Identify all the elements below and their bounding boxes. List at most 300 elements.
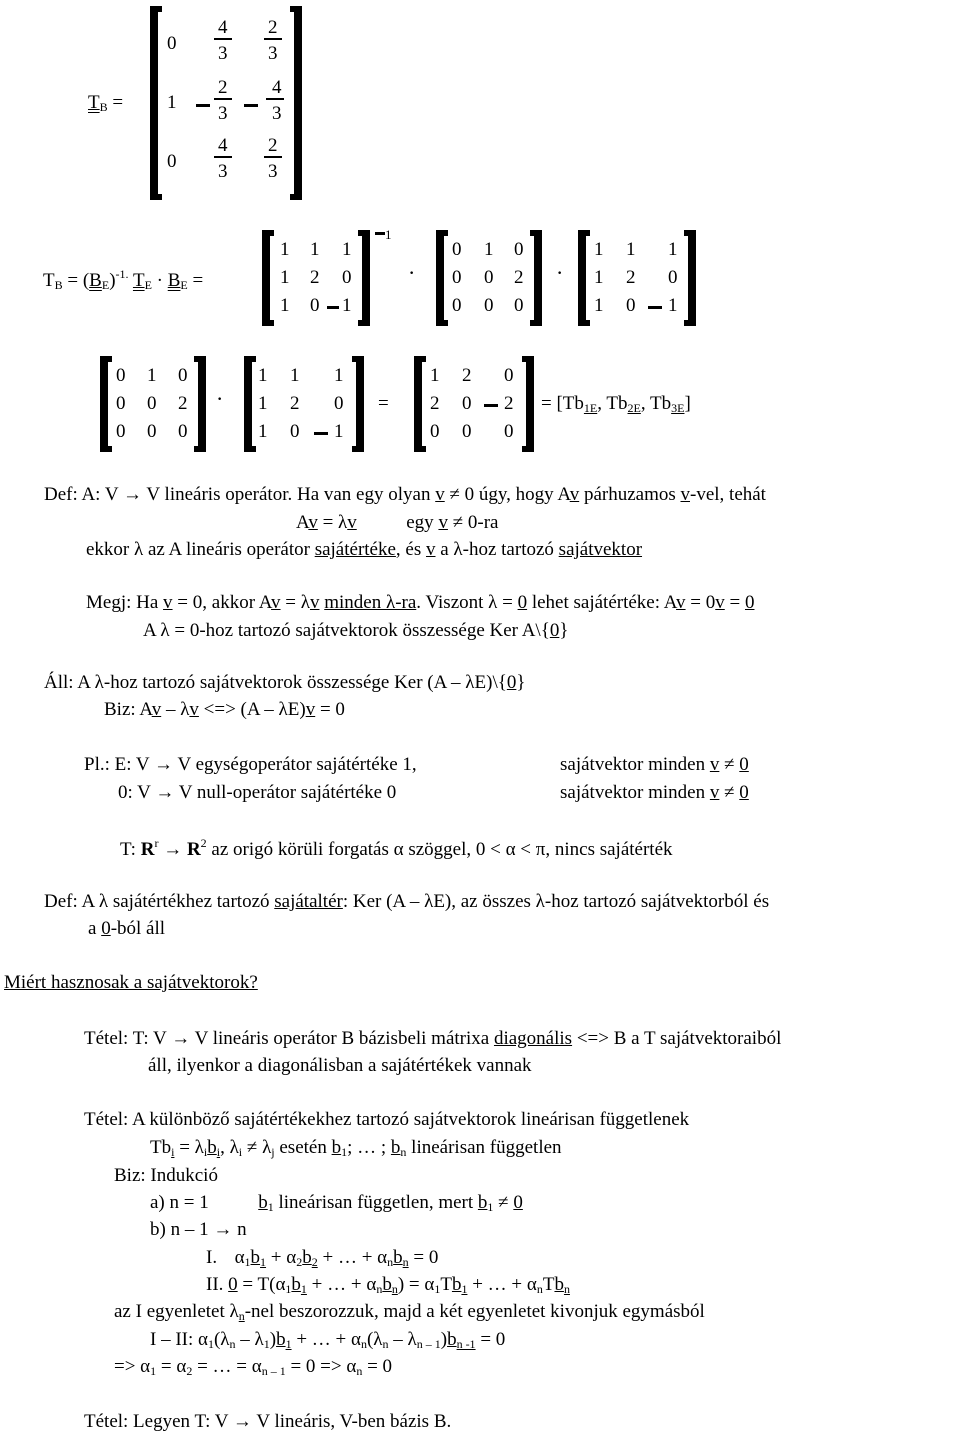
arrow-icon: → xyxy=(155,782,175,803)
b-vec: b xyxy=(382,1274,392,1295)
sub-1: 1 xyxy=(244,1255,251,1269)
tb-e: ≠ λ xyxy=(246,1137,272,1158)
tetel1-diagonalis: diagonális xyxy=(493,1028,573,1049)
case-b xyxy=(150,1220,247,1239)
tb-r3-den3: 3 xyxy=(268,161,278,182)
sub-1: 1 xyxy=(285,1337,292,1351)
sub-n: n xyxy=(563,1282,570,1296)
arrow-icon: → xyxy=(213,1219,233,1240)
l3-m2-r2c1: 1 xyxy=(258,393,268,414)
def2-l2a: a xyxy=(88,918,97,939)
l3-m3-r2-minus xyxy=(484,404,498,407)
def1-l3c: , és xyxy=(395,539,422,560)
sub-2: 2 xyxy=(311,1255,318,1269)
def1-line3 xyxy=(86,540,642,559)
l3-m2-bl xyxy=(244,356,256,452)
diff-b: (λ xyxy=(213,1329,230,1350)
l2-m3-r1c3: 1 xyxy=(668,239,678,260)
all-line xyxy=(44,673,525,692)
l2-m2-r3c1: 0 xyxy=(452,295,462,316)
l3-m3-br xyxy=(522,356,534,452)
arrow-icon: → xyxy=(123,484,142,505)
plus-dots: + … + xyxy=(472,1274,523,1295)
def1-l2c: egy xyxy=(406,512,434,533)
diff-b2: (λ xyxy=(366,1329,383,1350)
v-vec: v xyxy=(709,782,720,803)
def1-l2a: A xyxy=(296,512,309,533)
t-b: az origó körüli forgatás α szöggel, 0 < α < π, nincs sajátérték xyxy=(211,839,673,860)
l2-lhs: T xyxy=(43,270,55,291)
l3-m3-r3c2: 0 xyxy=(462,421,472,442)
sub-1: 1 xyxy=(341,1145,348,1159)
megj-f: lehet sajátértéke: A xyxy=(531,592,677,613)
tb-label-t: T xyxy=(88,92,100,113)
pl2-b: V null-operátor sajátértéke 0 xyxy=(178,782,397,803)
tb-formula xyxy=(43,268,203,291)
l2-dot: · xyxy=(156,270,163,291)
zero-vec: 0 xyxy=(549,620,560,641)
plus-dots: + … + xyxy=(322,1247,373,1268)
t-sup-r: r xyxy=(154,836,159,850)
case-b-b: n xyxy=(237,1219,247,1240)
b-vec: b xyxy=(250,1247,261,1268)
sub-1: 1 xyxy=(207,1337,214,1351)
l2-dot2: · xyxy=(556,260,564,285)
def1-l3a: ekkor λ az A lineáris operátor xyxy=(86,539,310,560)
l3-m1-r2c3: 2 xyxy=(178,393,188,414)
tb-h: lineárisan független xyxy=(411,1137,562,1158)
l3-eq: = xyxy=(378,393,389,414)
sub-n: n xyxy=(376,1282,383,1296)
l2-m3-r3-minus xyxy=(648,306,662,309)
l2-m3-br xyxy=(684,230,696,326)
def1-sajatertek: sajátértéke xyxy=(314,539,396,560)
b-vec: b xyxy=(447,1329,457,1350)
eq-II-b: = T(α xyxy=(242,1274,286,1295)
all-b: } xyxy=(516,672,526,693)
alpha: α xyxy=(351,1329,361,1350)
plus-dots: + … + xyxy=(296,1329,347,1350)
sub-i: i xyxy=(216,1145,221,1159)
l2-dot1: · xyxy=(408,260,416,285)
biz-b: – λ xyxy=(165,699,190,720)
megj-l2b: } xyxy=(559,620,569,641)
tb-r3-c1: 0 xyxy=(167,151,177,172)
t-R2: R xyxy=(186,839,201,860)
arrow-icon: → xyxy=(154,754,174,775)
sub-n-1: n – 1 xyxy=(261,1364,286,1378)
diff-c2: – λ xyxy=(393,1329,417,1350)
v-vec: v xyxy=(680,484,690,505)
l3-m3-bl xyxy=(414,356,426,452)
l2-m2-r1c3: 0 xyxy=(514,239,524,260)
l3-m2-r1c3: 1 xyxy=(334,365,344,386)
t-R: R xyxy=(140,839,155,860)
tetel1-line2: áll, ilyenkor a diagonálisban a sajátértékek vannak xyxy=(148,1055,532,1076)
l3-m3-r2c3: 2 xyxy=(504,393,514,414)
l3-m3-r3c3: 0 xyxy=(504,421,514,442)
sub-n: n xyxy=(387,1255,394,1269)
tb-bracket-left xyxy=(150,6,162,200)
l3-m3-r3c1: 0 xyxy=(430,421,440,442)
alpha: α xyxy=(234,1247,245,1268)
b-vec: b xyxy=(331,1137,342,1158)
l2-m1-r3c1: 1 xyxy=(280,295,290,316)
pl2-c: sajátvektor minden xyxy=(560,782,706,803)
diff-line xyxy=(150,1330,505,1350)
l2-m1-r3c2: 0 xyxy=(310,295,320,316)
l2-te-sub: E xyxy=(144,278,152,292)
l3-m1-bl xyxy=(100,356,112,452)
megj-l2a: A λ = 0-hoz tartozó sajátvektorok összessége Ker A\{ xyxy=(143,620,550,641)
sub-i: i xyxy=(171,1145,175,1159)
l2-m3-r1c2: 1 xyxy=(626,239,636,260)
tb-r2-den3: 3 xyxy=(272,103,282,124)
tb-b: = λ xyxy=(179,1137,204,1158)
def1-c: ≠ 0 úgy, hogy A xyxy=(449,484,570,505)
tb-f: esetén xyxy=(279,1137,327,1158)
l2-m1-br xyxy=(358,230,370,326)
l2-m1-r3c3: 1 xyxy=(342,295,352,316)
l2-m1-r3-minus xyxy=(327,306,339,309)
v-vec: v xyxy=(569,484,580,505)
pl-line1 xyxy=(84,755,417,774)
tetel3-a: Tétel: Legyen T: V xyxy=(84,1411,229,1432)
l2-be2: B xyxy=(167,270,181,291)
v-vec: v xyxy=(271,592,281,613)
sub-i: i xyxy=(238,1145,243,1159)
l2-lhs-sub: B xyxy=(54,278,63,292)
b-vec: b xyxy=(554,1274,564,1295)
tetel3-line xyxy=(84,1412,451,1431)
v-vec: v xyxy=(308,512,318,533)
tb-r2-c1: 1 xyxy=(167,92,177,113)
l2-m1-bl xyxy=(262,230,274,326)
l2-inv-mark: 1 xyxy=(385,227,392,242)
arrow-icon: → xyxy=(171,1028,191,1049)
eq-zero: = 0 xyxy=(413,1247,439,1268)
l3-sub3: 3E xyxy=(671,401,685,415)
b-vec: b xyxy=(291,1274,301,1295)
eq-I-label: I. xyxy=(206,1247,218,1268)
tb-r2-den2: 3 xyxy=(218,103,228,124)
def1-a: Def: A: V xyxy=(44,484,119,505)
l3-result-a: = [Tb xyxy=(541,393,584,414)
tb-c: b xyxy=(207,1137,217,1158)
tb-r2-fracbar3 xyxy=(266,98,284,100)
tb-r3-num3: 2 xyxy=(268,135,278,156)
sub-n: n xyxy=(391,1282,398,1296)
l2-close: ) xyxy=(109,270,116,291)
l2-m1-r1c3: 1 xyxy=(342,239,352,260)
miert-heading: Miért hasznosak a sajátvektorok? xyxy=(4,972,258,993)
l3-m2-r1c1: 1 xyxy=(258,365,268,386)
sub-i: i xyxy=(203,1145,208,1159)
l2-be: B xyxy=(89,270,102,291)
v-vec: v xyxy=(426,539,436,560)
l2-m2-r3c3: 0 xyxy=(514,295,524,316)
tetel1-d: <=> B a T sajátvektoraiból xyxy=(576,1028,782,1049)
sub-2: 2 xyxy=(186,1364,193,1378)
tb-label xyxy=(88,93,123,113)
tb-eq: = xyxy=(112,92,124,113)
diff-c: – λ xyxy=(240,1329,264,1350)
tb-r3-fracbar3 xyxy=(264,156,282,158)
v-vec: v xyxy=(189,699,199,720)
tb-r1-den3: 3 xyxy=(268,43,278,64)
l2-m3-r3c1: 1 xyxy=(594,295,604,316)
l3-sub1: 1E xyxy=(583,401,598,415)
t-a: T: xyxy=(120,839,136,860)
l3-m1-r1c1: 0 xyxy=(116,365,126,386)
az-line xyxy=(114,1302,705,1322)
zero-vec: 0 xyxy=(739,754,749,775)
l2-m1-sup xyxy=(375,228,392,241)
plus: + xyxy=(270,1247,282,1268)
tb-r1-fracbar2 xyxy=(214,38,232,40)
def2-a: Def: A λ sajátértékhez tartozó xyxy=(44,891,270,912)
def1-l2d: ≠ 0-ra xyxy=(452,512,499,533)
l2-be2-sub: E xyxy=(180,278,188,292)
l2-m2-r2c1: 0 xyxy=(452,267,462,288)
case-a xyxy=(150,1193,523,1213)
l3-m1-r3c3: 0 xyxy=(178,421,188,442)
sub-n-1b: n -1 xyxy=(456,1337,476,1351)
l2-te: T xyxy=(132,270,145,291)
l3-result xyxy=(541,394,691,414)
zero-vec: 0 xyxy=(228,1274,238,1295)
tb-r2-num3: 4 xyxy=(272,77,282,98)
imp-e: = 0 xyxy=(367,1356,393,1377)
zero-vec: 0 xyxy=(101,918,111,939)
megj-e: . Viszont λ = xyxy=(416,592,513,613)
case-a-c: ≠ xyxy=(498,1192,509,1213)
l3-sub2: 2E xyxy=(627,401,641,415)
implies-line xyxy=(114,1357,392,1377)
l2-m2-r2c2: 0 xyxy=(484,267,494,288)
sub-2: 2 xyxy=(296,1255,303,1269)
l2-m1-r2c2: 2 xyxy=(310,267,320,288)
pl-d: ≠ xyxy=(724,754,735,775)
b-vec: b xyxy=(390,1137,401,1158)
v-vec: v xyxy=(438,512,448,533)
sub-1: 1 xyxy=(263,1337,270,1351)
b-vec: b xyxy=(302,1247,312,1268)
megj-d: minden λ-ra xyxy=(324,592,417,613)
sub-n: n xyxy=(229,1337,236,1351)
alpha: α xyxy=(286,1247,297,1268)
zero-vec: 0 xyxy=(744,592,755,613)
t-rotation-line xyxy=(120,837,673,859)
def1-e: -vel, tehát xyxy=(690,484,766,505)
def1-line1 xyxy=(44,485,766,504)
b-vec: b xyxy=(393,1247,403,1268)
l3-m1-r2c2: 0 xyxy=(147,393,157,414)
pl-line1-right xyxy=(560,755,749,774)
sub-n: n xyxy=(382,1337,389,1351)
tb-r2-fracbar2 xyxy=(214,98,232,100)
plus-dots: + … + xyxy=(311,1274,362,1295)
sub-1: 1 xyxy=(487,1200,494,1214)
zero-vec: 0 xyxy=(513,1192,523,1213)
l3-m1-r1c3: 0 xyxy=(178,365,188,386)
sub-1: 1 xyxy=(300,1282,307,1296)
imp-d: = 0 => α xyxy=(290,1356,357,1377)
tb-r1-den2: 3 xyxy=(218,43,228,64)
v-vec: v xyxy=(347,512,357,533)
alpha: α xyxy=(526,1274,537,1295)
l3-dot: · xyxy=(216,386,224,411)
sub-n-1: n – 1 xyxy=(416,1337,441,1351)
tetel1-b: V lineáris operátor B bázisbeli mátrixa xyxy=(194,1028,490,1049)
def1-l2b: = λ xyxy=(322,512,348,533)
sub-n: n xyxy=(536,1282,543,1296)
v-vec: v xyxy=(676,592,686,613)
b-vec: b xyxy=(276,1329,286,1350)
imp-b: = α xyxy=(160,1356,187,1377)
sub-n: n xyxy=(356,1364,363,1378)
pl-line2 xyxy=(118,783,396,802)
l2-eq-open: = ( xyxy=(67,270,90,291)
l2-m1-r1c2: 1 xyxy=(310,239,320,260)
tb-r3-den2: 3 xyxy=(218,161,228,182)
eq-II xyxy=(206,1275,570,1295)
l3-m1-br xyxy=(194,356,206,452)
diff-d2: ) xyxy=(440,1329,448,1350)
eq-zero: = 0 xyxy=(480,1329,506,1350)
biz-line xyxy=(104,700,345,719)
l2-m2-bl xyxy=(436,230,448,326)
tetel2-line1: Tétel: A különböző sajátértékekhez tartozó sajátvektorok lineárisan függetlenek xyxy=(84,1109,690,1130)
T: T xyxy=(542,1274,555,1295)
l2-be-sub: E xyxy=(101,278,110,292)
l3-m3-r1c1: 1 xyxy=(430,365,440,386)
alpha: α xyxy=(377,1247,388,1268)
arrow-icon: → xyxy=(163,839,183,860)
case-a-b: lineárisan független, mert xyxy=(278,1192,474,1213)
tb-r2-num2: 2 xyxy=(218,77,228,98)
l3-m1-r2c1: 0 xyxy=(116,393,126,414)
eq-II-label: II. xyxy=(206,1274,224,1295)
l3-close: ] xyxy=(684,393,691,414)
l3-m1-r3c1: 0 xyxy=(116,421,126,442)
tb-r3-num2: 4 xyxy=(218,135,228,156)
l3-m2-r2c3: 0 xyxy=(334,393,344,414)
l3-m2-r1c2: 1 xyxy=(290,365,300,386)
l3-m3-r1c2: 2 xyxy=(462,365,472,386)
l2-inv: -1. xyxy=(115,267,129,281)
l2-m3-r3c3: 1 xyxy=(668,295,678,316)
sub-n: n xyxy=(402,1255,409,1269)
zero-vec: 0 xyxy=(517,592,528,613)
zero-vec: 0 xyxy=(739,782,749,803)
megj-b: = 0, akkor A xyxy=(177,592,272,613)
tetel1-a: Tétel: T: V xyxy=(84,1028,167,1049)
megj-h: = xyxy=(729,592,741,613)
v-vec: v xyxy=(309,592,320,613)
imp-c: = … = α xyxy=(197,1356,262,1377)
l2-m2-r3c2: 0 xyxy=(484,295,494,316)
megj-line1 xyxy=(86,593,754,612)
def2-l2b: -ból áll xyxy=(110,918,166,939)
megj-a: Megj: Ha xyxy=(86,592,159,613)
l3-m3-r2c1: 2 xyxy=(430,393,440,414)
sub-1: 1 xyxy=(267,1200,274,1214)
biz-c: <=> (A – λE) xyxy=(203,699,306,720)
imp-a: => α xyxy=(114,1356,151,1377)
biz2-line: Biz: Indukció xyxy=(114,1165,218,1186)
sub-1: 1 xyxy=(285,1282,292,1296)
l2-m2-r1c1: 0 xyxy=(452,239,462,260)
l2-m2-r2c3: 2 xyxy=(514,267,524,288)
tetel2-line2 xyxy=(150,1138,562,1158)
l3-m2-r2c2: 2 xyxy=(290,393,300,414)
l3-m1-r3c2: 0 xyxy=(147,421,157,442)
T: T xyxy=(440,1274,452,1295)
def2-sajataltér: sajátaltér xyxy=(274,891,343,912)
b-vec: b xyxy=(451,1274,462,1295)
l3-comma1: , Tb xyxy=(597,393,628,414)
def2-c: : Ker (A – λE), az összes λ-hoz tartozó sajátvektorból és xyxy=(342,891,770,912)
v-vec: v xyxy=(715,592,725,613)
sub-1: 1 xyxy=(461,1282,468,1296)
eq-II-c: ) = α xyxy=(397,1274,435,1295)
megj-c: = λ xyxy=(285,592,310,613)
tb-d: , λ xyxy=(220,1137,239,1158)
az-a: az I egyenletet λ xyxy=(114,1301,239,1322)
def1-b: V lineáris operátor. Ha van egy olyan xyxy=(146,484,431,505)
tb-bracket-right xyxy=(290,6,302,200)
tb-g: ; … ; xyxy=(347,1137,387,1158)
v-vec: v xyxy=(151,699,162,720)
tb-r1-num2: 4 xyxy=(218,17,228,38)
eq-I xyxy=(206,1248,438,1268)
def2-line2 xyxy=(88,919,165,938)
def2-line1 xyxy=(44,892,769,911)
megj-line2 xyxy=(143,621,568,640)
l3-comma2: , Tb xyxy=(640,393,672,414)
sub-n: n xyxy=(238,1309,245,1323)
tetel3-b: V lineáris, V-ben bázis B. xyxy=(256,1411,452,1432)
sub-j: j xyxy=(271,1145,275,1159)
sub-1: 1 xyxy=(150,1364,157,1378)
case-a-a: a) n = 1 xyxy=(150,1192,209,1213)
l3-m3-r2c2: 0 xyxy=(462,393,472,414)
l2-m2-br xyxy=(530,230,542,326)
def1-d: párhuzamos xyxy=(583,484,676,505)
case-b-a: b) n – 1 xyxy=(150,1219,209,1240)
sub-1: 1 xyxy=(434,1282,441,1296)
b-vec: b xyxy=(477,1192,488,1213)
tb-a: Tb xyxy=(150,1137,172,1158)
l3-m2-r3c1: 1 xyxy=(258,421,268,442)
l2-m3-r2c3: 0 xyxy=(668,267,678,288)
tb-r1-fracbar3 xyxy=(264,38,282,40)
l3-m1-r1c2: 1 xyxy=(147,365,157,386)
tb-r2-minus3 xyxy=(244,104,258,107)
v-vec: v xyxy=(163,592,173,613)
az-b: -nel beszorozzuk, majd a két egyenletet kivonjuk egymásból xyxy=(244,1301,705,1322)
l3-m2-r3c3: 1 xyxy=(334,421,344,442)
l2-m3-bl xyxy=(578,230,590,326)
tb-r2-minus2 xyxy=(196,104,210,107)
l2-m2-r1c2: 1 xyxy=(484,239,494,260)
arrow-icon: → xyxy=(232,1411,252,1432)
tb-label-sub: B xyxy=(99,100,108,114)
b-vec: b xyxy=(258,1192,268,1213)
all-a: Áll: A λ-hoz tartozó sajátvektorok összessége Ker (A – λE)\{ xyxy=(44,672,507,693)
l2-m3-r3c2: 0 xyxy=(626,295,636,316)
